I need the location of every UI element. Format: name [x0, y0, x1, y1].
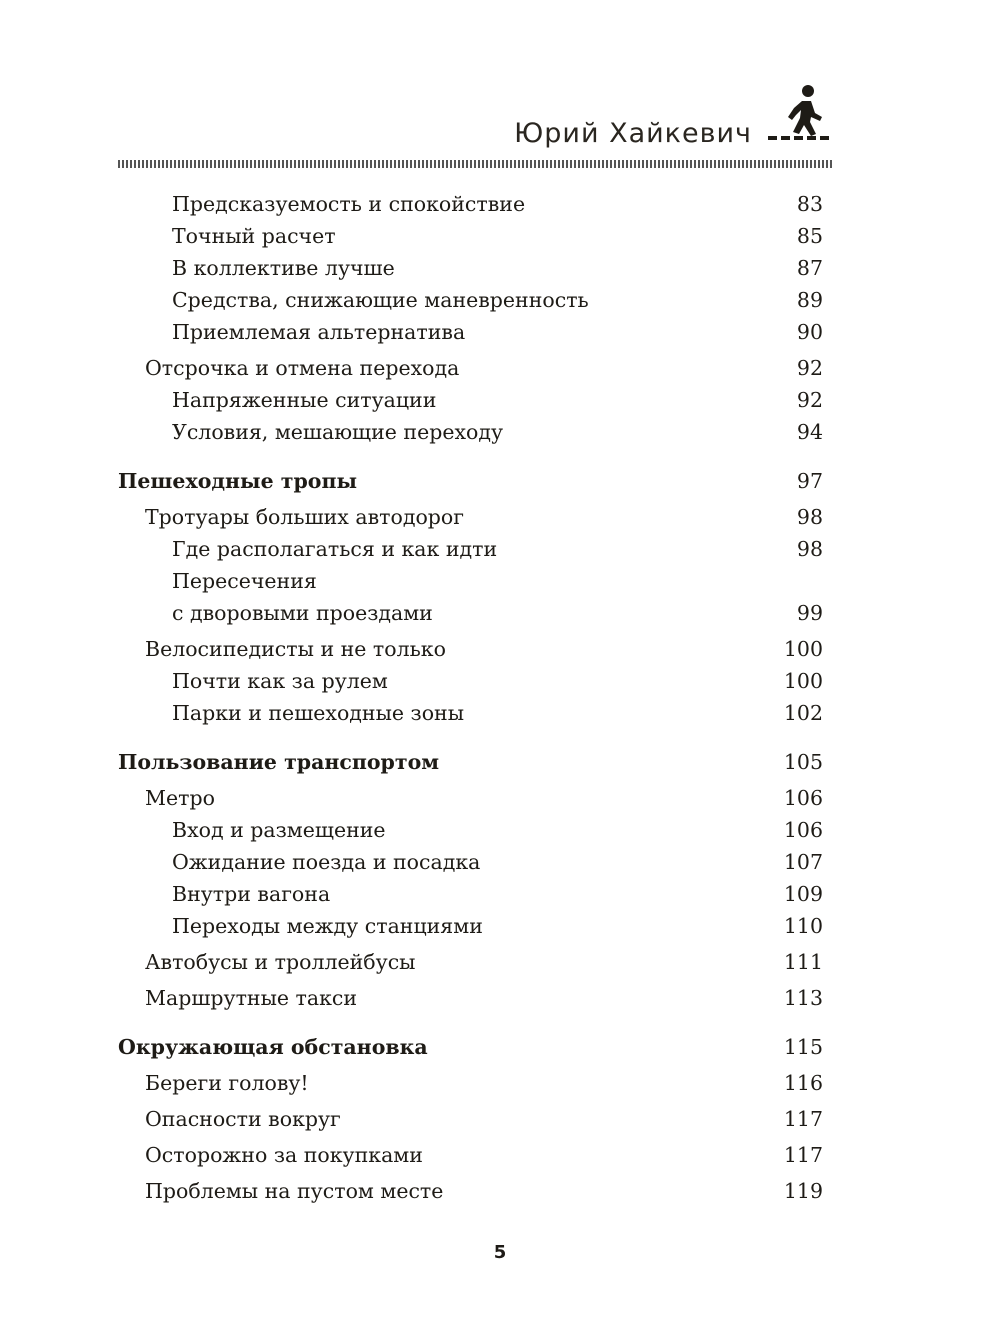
toc-subsection[interactable] — [118, 697, 823, 729]
toc-page-number: 92 — [796, 388, 823, 412]
toc-page-number: 117 — [783, 1143, 823, 1167]
toc-subsection[interactable] — [118, 316, 823, 348]
toc-dot-leader — [360, 986, 781, 1006]
toc-page-number: 113 — [783, 986, 823, 1010]
toc-entry-title: Внутри вагона — [172, 882, 331, 906]
toc-entry-title: Велосипедисты и не только — [145, 637, 446, 661]
toc-section[interactable] — [118, 946, 823, 978]
toc-section[interactable] — [118, 982, 823, 1014]
toc-section[interactable] — [118, 1103, 823, 1135]
toc-dot-leader — [467, 701, 781, 721]
toc-dot-leader — [333, 882, 781, 902]
toc-chapter[interactable] — [118, 746, 823, 778]
toc-section[interactable] — [118, 1139, 823, 1171]
author-name: Юрий Хайкевич — [514, 118, 752, 149]
table-of-contents — [118, 188, 823, 1207]
toc-page-number: 107 — [783, 850, 823, 874]
toc-subsection[interactable] — [118, 910, 823, 942]
toc-entry-title: Отсрочка и отмена перехода — [145, 356, 460, 380]
toc-dot-leader — [468, 320, 794, 340]
toc-entry-title: Предсказуемость и спокойствие — [172, 192, 526, 216]
toc-dot-leader — [426, 1143, 781, 1163]
toc-page-number: 89 — [796, 288, 823, 312]
toc-page-number: 119 — [783, 1179, 823, 1203]
toc-page-number: 105 — [783, 750, 823, 774]
toc-dot-leader — [344, 1107, 781, 1127]
toc-page-number: 98 — [796, 505, 823, 529]
toc-page-number: 110 — [783, 914, 823, 938]
toc-page-number: 98 — [796, 537, 823, 561]
toc-dot-leader — [419, 950, 781, 970]
toc-entry-title: Пользование транспортом — [118, 750, 440, 774]
toc-dot-leader — [500, 537, 794, 557]
toc-entry-title-line: Пересечения — [172, 569, 317, 593]
toc-entry-title: Переходы между станциями — [172, 914, 483, 938]
toc-subsection[interactable] — [118, 416, 823, 448]
toc-subsection[interactable] — [118, 597, 823, 629]
toc-page-number: 115 — [783, 1035, 823, 1059]
toc-dot-leader — [462, 356, 794, 376]
toc-page-number: 106 — [783, 818, 823, 842]
toc-subsection[interactable] — [118, 878, 823, 910]
toc-dot-leader — [439, 388, 794, 408]
toc-page-number: 83 — [796, 192, 823, 216]
toc-subsection[interactable] — [118, 384, 823, 416]
toc-entry-title: Пешеходные тропы — [118, 469, 358, 493]
toc-entry-title: Береги голову! — [145, 1071, 309, 1095]
header-rule — [118, 160, 834, 168]
toc-entry-title: с дворовыми проездами — [172, 601, 433, 625]
toc-entry-title: Где располагаться и как идти — [172, 537, 498, 561]
toc-page-number: 90 — [796, 320, 823, 344]
toc-dot-leader — [506, 420, 794, 440]
toc-entry-title: Проблемы на пустом месте — [145, 1179, 444, 1203]
toc-entry-title: Маршрутные такси — [145, 986, 358, 1010]
running-header — [118, 82, 834, 154]
toc-dot-leader — [528, 192, 794, 212]
toc-chapter[interactable] — [118, 1031, 823, 1063]
toc-dot-leader — [360, 469, 794, 489]
toc-dot-leader — [339, 224, 794, 244]
toc-entry-title: В коллективе лучше — [172, 256, 395, 280]
toc-entry-title: Напряженные ситуации — [172, 388, 437, 412]
toc-section[interactable] — [118, 1175, 823, 1207]
toc-entry-title: Средства, снижающие маневренность — [172, 288, 589, 312]
toc-subsection[interactable] — [118, 533, 823, 565]
toc-entry-title: Автобусы и троллейбусы — [145, 950, 416, 974]
toc-spacer — [118, 448, 823, 465]
toc-section[interactable] — [118, 633, 823, 665]
toc-subsection[interactable] — [118, 665, 823, 697]
toc-dot-leader — [483, 850, 780, 870]
toc-page-number: 117 — [783, 1107, 823, 1131]
toc-dot-leader — [391, 669, 781, 689]
toc-entry-title: Ожидание поезда и посадка — [172, 850, 481, 874]
toc-page-number: 100 — [783, 669, 823, 693]
toc-page-number: 111 — [783, 950, 823, 974]
toc-entry-title: Опасности вокруг — [145, 1107, 341, 1131]
toc-dot-leader — [592, 288, 794, 308]
toc-entry-title: Осторожно за покупками — [145, 1143, 423, 1167]
page-number: 5 — [493, 1242, 507, 1263]
toc-subsection[interactable] — [118, 188, 823, 220]
toc-chapter[interactable] — [118, 465, 823, 497]
toc-entry-title: Парки и пешеходные зоны — [172, 701, 465, 725]
toc-entry-title: Условия, мешающие переходу — [172, 420, 504, 444]
toc-subsection[interactable] — [118, 814, 823, 846]
toc-subsection[interactable] — [118, 284, 823, 316]
toc-entry-title: Тротуары больших автодорог — [145, 505, 465, 529]
toc-dot-leader — [446, 1179, 780, 1199]
toc-dot-leader — [431, 1035, 781, 1055]
toc-section[interactable] — [118, 352, 823, 384]
toc-entry-title: Окружающая обстановка — [118, 1035, 428, 1059]
toc-dot-leader — [467, 505, 794, 525]
toc-subsection[interactable] — [118, 846, 823, 878]
toc-dot-leader — [398, 256, 794, 276]
toc-page-number: 94 — [796, 420, 823, 444]
toc-entry-title: Почти как за рулем — [172, 669, 388, 693]
toc-subsection[interactable] — [118, 220, 823, 252]
toc-entry-title: Метро — [145, 786, 215, 810]
toc-dot-leader — [486, 914, 781, 934]
toc-page-number: 97 — [796, 469, 823, 493]
toc-dot-leader — [312, 1071, 781, 1091]
toc-section[interactable] — [118, 782, 823, 814]
toc-section[interactable] — [118, 1067, 823, 1099]
toc-dot-leader — [449, 637, 781, 657]
toc-spacer — [118, 1014, 823, 1031]
toc-page-number: 106 — [783, 786, 823, 810]
toc-spacer — [118, 729, 823, 746]
toc-subsection[interactable] — [118, 252, 823, 284]
toc-page-number: 92 — [796, 356, 823, 380]
toc-page-number: 109 — [783, 882, 823, 906]
toc-section[interactable] — [118, 501, 823, 533]
toc-dot-leader — [389, 818, 781, 838]
toc-entry-title: Вход и размещение — [172, 818, 386, 842]
toc-page-number: 100 — [783, 637, 823, 661]
toc-entry-title: Приемлемая альтернатива — [172, 320, 466, 344]
toc-page-number: 99 — [796, 601, 823, 625]
toc-page-number: 87 — [796, 256, 823, 280]
toc-dot-leader — [218, 786, 781, 806]
toc-dot-leader — [436, 601, 794, 621]
toc-entry-title: Точный расчет — [172, 224, 336, 248]
pedestrian-crossing-icon — [766, 82, 834, 144]
toc-page-number: 116 — [783, 1071, 823, 1095]
toc-page-number: 85 — [796, 224, 823, 248]
toc-dot-leader — [442, 750, 781, 770]
toc-page-number: 102 — [783, 701, 823, 725]
